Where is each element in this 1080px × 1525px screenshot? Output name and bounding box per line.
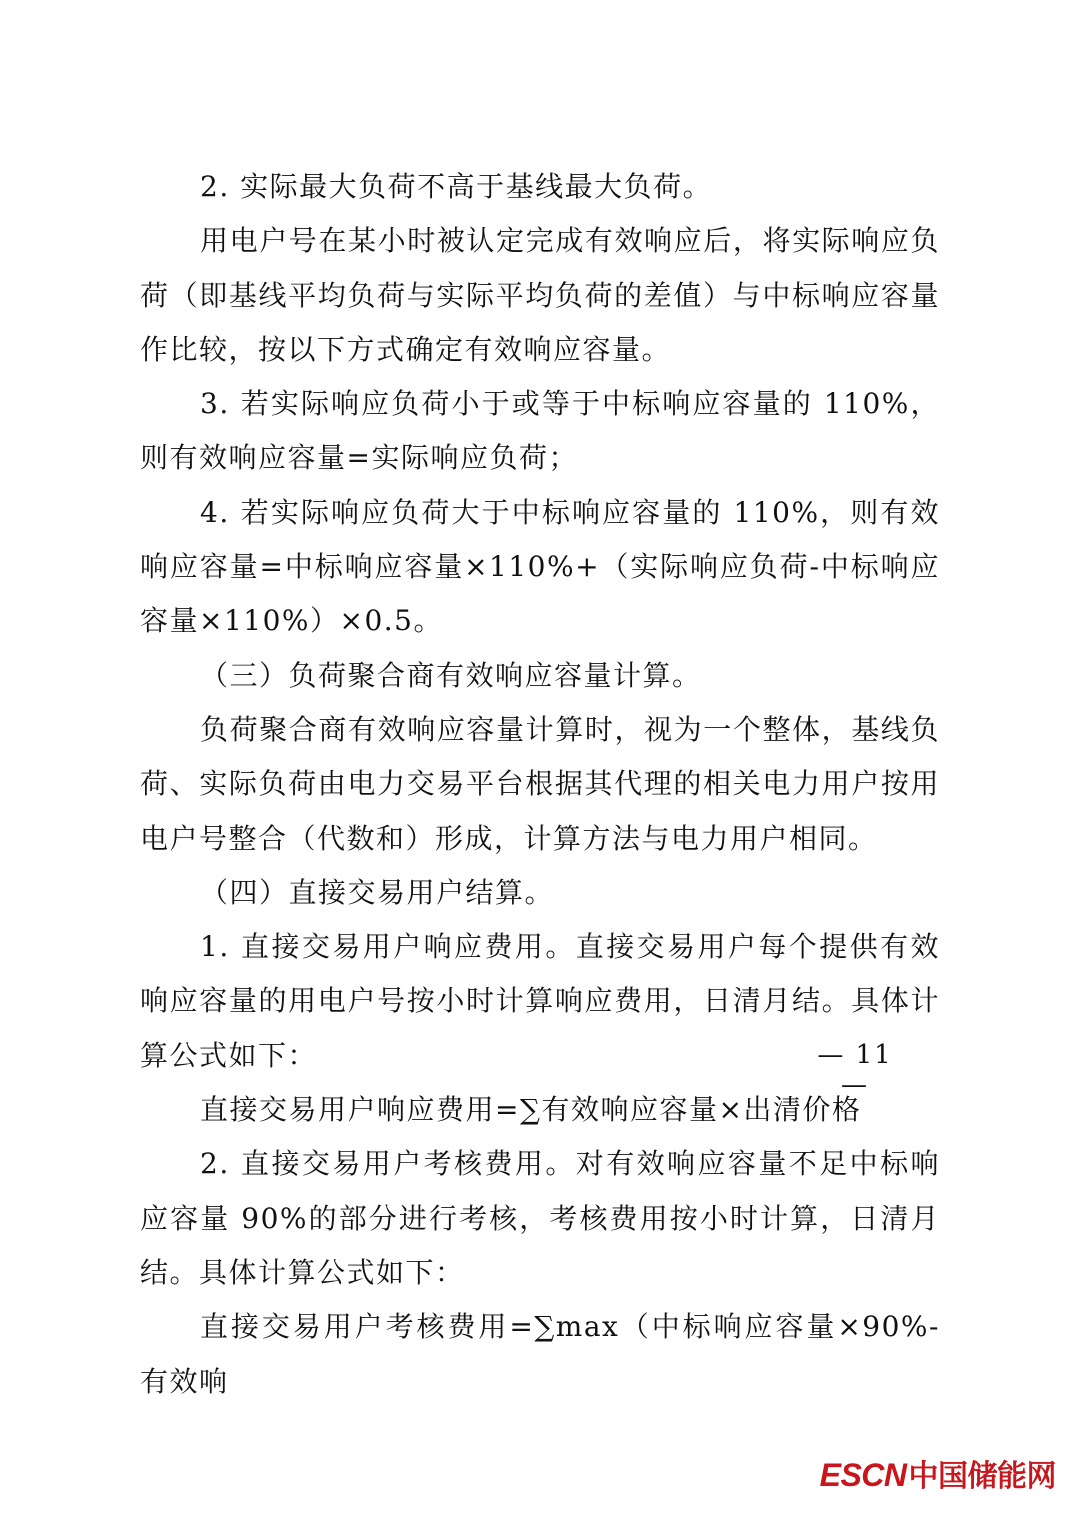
formula: 直接交易用户响应费用=∑有效响应容量×出清价格 [200, 1093, 862, 1127]
section-heading: （四）直接交易用户结算。 [200, 875, 555, 909]
document-body [140, 160, 940, 1409]
formula: 直接交易用户考核费用=∑max（中标响应容量×90%-有效响 [140, 1310, 940, 1398]
paragraph: 1. 直接交易用户响应费用。直接交易用户每个提供有效响应容量的用电户号按小时计算响应费用，日清月结。具体计算公式如下： [140, 930, 940, 1072]
site-watermark-logo [820, 1451, 1056, 1495]
page-number: — 11 — [817, 1040, 893, 1100]
paragraph: 3. 若实际响应负荷小于或等于中标响应容量的 110%，则有效响应容量=实际响应负荷； [140, 387, 940, 475]
paragraph: 4. 若实际响应负荷大于中标响应容量的 110%，则有效响应容量=中标响应容量×110%+（实际响应负荷-中标响应容量×110%）×0.5。 [140, 495, 940, 638]
watermark-site-name: 中国储能网 [908, 1460, 1056, 1493]
paragraph: 2. 实际最大负荷不高于基线最大负荷。 [200, 170, 713, 203]
paragraph: 用电户号在某小时被认定完成有效响应后，将实际响应负荷（即基线平均负荷与实际平均负荷的差值）与中标响应容量作比较，按以下方式确定有效响应容量。 [140, 224, 940, 366]
section-heading: （三）负荷聚合商有效响应容量计算。 [200, 658, 702, 692]
paragraph: 2. 直接交易用户考核费用。对有效响应容量不足中标响应容量 90%的部分进行考核，考核费用按小时计算，日清月结。具体计算公式如下： [140, 1147, 940, 1289]
watermark-brand: ESCN [819, 1457, 907, 1493]
paragraph: 负荷聚合商有效响应容量计算时，视为一个整体，基线负荷、实际负荷由电力交易平台根据其代理的相关电力用户按用电户号整合（代数和）形成，计算方法与电力用户相同。 [140, 712, 940, 855]
